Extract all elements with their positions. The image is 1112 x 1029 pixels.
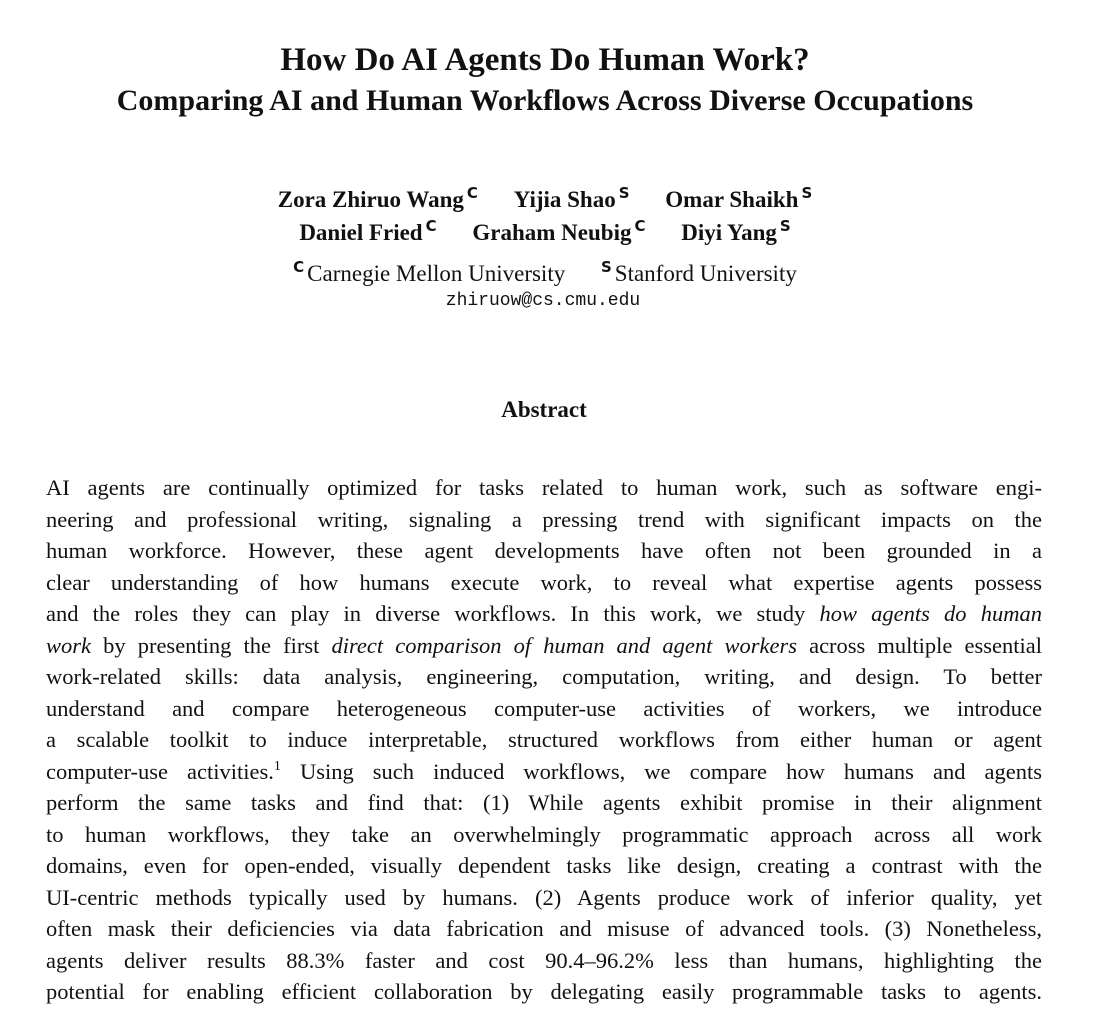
abstract-text: by presenting the first bbox=[91, 632, 332, 658]
abstract-emphasis: work bbox=[46, 632, 91, 658]
affiliation-mark: C bbox=[634, 217, 646, 235]
author-name: Zora Zhiruo Wang bbox=[277, 187, 464, 212]
abstract-line: to human workflows, they take an overwhelmingly programmatic approach across all work bbox=[46, 821, 1042, 847]
author-name: Omar Shaikh bbox=[665, 187, 799, 212]
author bbox=[472, 212, 645, 247]
abstract-line bbox=[46, 756, 1042, 788]
affiliation-mark: S bbox=[779, 217, 791, 235]
author bbox=[681, 212, 790, 247]
abstract-line bbox=[46, 630, 1042, 662]
author-name: Graham Neubig bbox=[472, 220, 632, 245]
abstract-line: a scalable toolkit to induce interpretable, structured workflows from either human or agent bbox=[46, 727, 1042, 752]
footnote-mark[interactable]: 1 bbox=[273, 758, 281, 774]
abstract-body bbox=[46, 472, 1042, 1008]
affiliation-mark: C bbox=[466, 184, 478, 202]
abstract-text: across multiple essential bbox=[796, 632, 1042, 658]
author bbox=[278, 179, 478, 214]
affiliation-name: Stanford University bbox=[614, 261, 797, 286]
paper-title-line-1: How Do AI Agents Do Human Work? bbox=[280, 42, 810, 78]
author-name: Daniel Fried bbox=[299, 220, 423, 245]
abstract-line bbox=[46, 598, 1042, 630]
author bbox=[665, 179, 812, 214]
abstract-emphasis: direct comparison of human and agent workers bbox=[331, 632, 797, 658]
abstract-text: Using such induced workflows, we compare how humans and agents bbox=[280, 758, 1042, 784]
abstract-line: perform the same tasks and find that: (1) While agents exhibit promise in their alignment bbox=[46, 790, 1042, 815]
abstract-line: AI agents are continually optimized for tasks related to human work, such as software engi- bbox=[46, 475, 1042, 500]
abstract-text: and the roles they can play in diverse workflows. In this work, we study bbox=[46, 601, 820, 626]
affiliation-name: Carnegie Mellon University bbox=[307, 261, 566, 286]
abstract-line: human workforce. However, these agent developments have often not been grounded in a bbox=[46, 538, 1042, 563]
author-row-2 bbox=[0, 212, 1090, 247]
paper-title-line-2: Comparing AI and Human Workflows Across Diverse Occupations bbox=[116, 84, 974, 117]
affiliations bbox=[0, 253, 1090, 288]
abstract-text: computer-use activities. bbox=[46, 758, 274, 784]
contact-email[interactable]: zhiruow@cs.cmu.edu bbox=[445, 291, 641, 311]
abstract-line: often mask their deficiencies via data fabrication and misuse of advanced tools. (3) Nonetheless, bbox=[46, 916, 1042, 941]
affiliation bbox=[293, 253, 565, 288]
abstract-line: understand and compare heterogeneous computer-use activities of workers, we introduce bbox=[46, 695, 1042, 721]
author-name: Diyi Yang bbox=[681, 220, 777, 245]
affiliation-mark: S bbox=[600, 258, 612, 276]
author-name: Yijia Shao bbox=[513, 187, 616, 212]
abstract-line: potential for enabling efficient collaboration by delegating easily programmable tasks to agents. bbox=[46, 979, 1042, 1004]
author-row-1 bbox=[0, 179, 1090, 214]
affiliation bbox=[601, 253, 797, 288]
affiliation-mark: S bbox=[801, 184, 813, 202]
abstract-line: clear understanding of how humans execute work, to reveal what expertise agents possess bbox=[46, 569, 1042, 595]
abstract-line: domains, even for open-ended, visually dependent tasks like design, creating a contrast with the bbox=[46, 853, 1042, 878]
author bbox=[514, 179, 630, 214]
abstract-line: agents deliver results 88.3% faster and cost 90.4–96.2% less than humans, highlighting the bbox=[46, 947, 1042, 973]
affiliation-mark: C bbox=[425, 217, 437, 235]
affiliation-mark: C bbox=[293, 258, 305, 276]
abstract-heading: Abstract bbox=[501, 397, 587, 422]
abstract-line: work-related skills: data analysis, engineering, computation, writing, and design. To better bbox=[46, 664, 1042, 689]
abstract-line: neering and professional writing, signaling a pressing trend with significant impacts on the bbox=[46, 506, 1042, 532]
abstract-line: UI-centric methods typically used by humans. (2) Agents produce work of inferior quality, yet bbox=[46, 884, 1042, 910]
affiliation-mark: S bbox=[618, 184, 630, 202]
abstract-emphasis: how agents do human bbox=[819, 601, 1042, 626]
author bbox=[299, 212, 436, 247]
